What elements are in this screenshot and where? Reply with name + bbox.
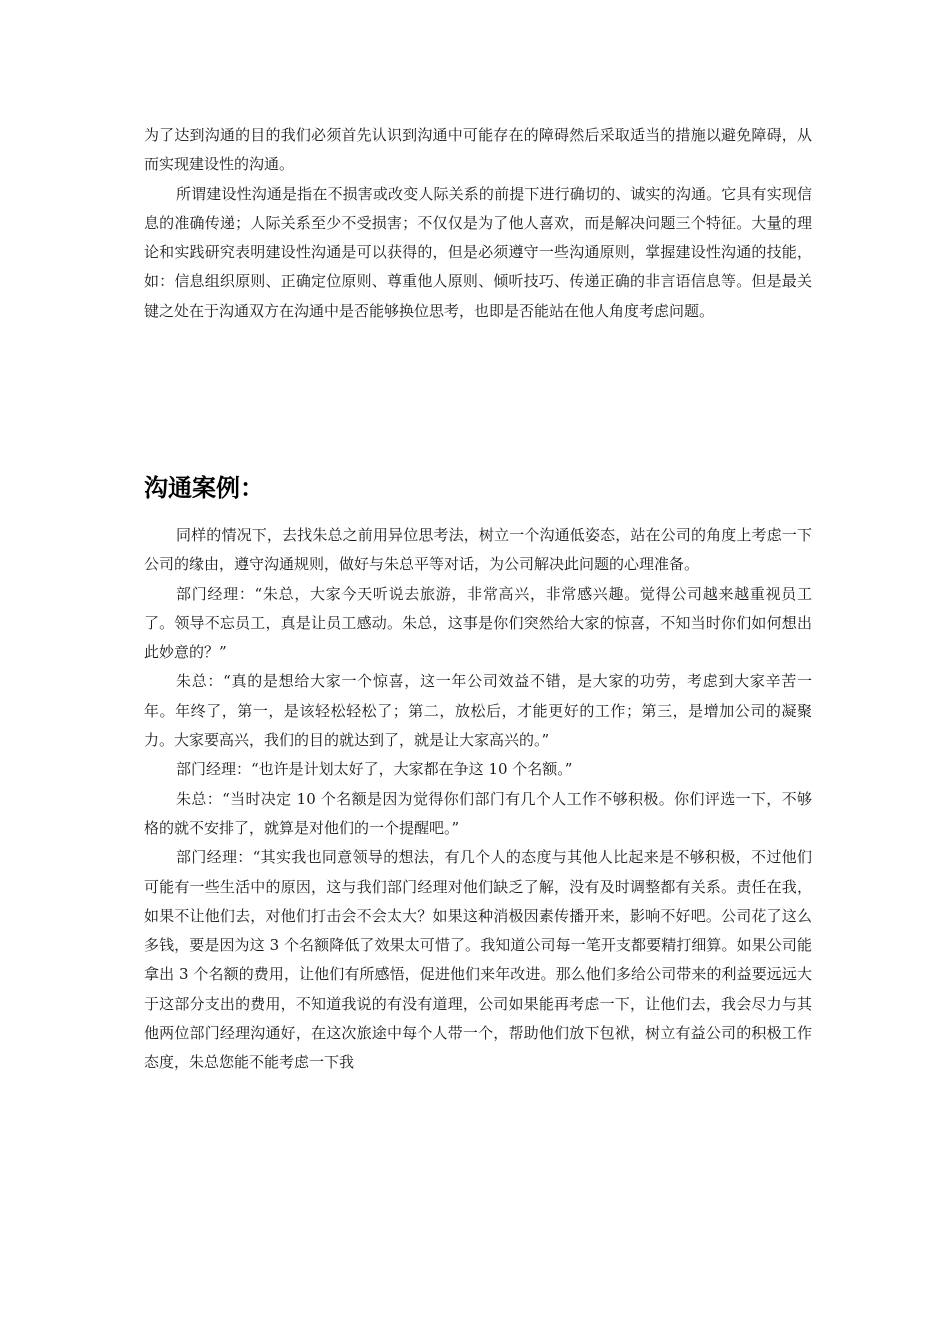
intro-section bbox=[144, 121, 812, 326]
case-body bbox=[144, 521, 812, 1078]
case-paragraph-3: 朱总：“真的是想给大家一个惊喜，这一年公司效益不错，是大家的功劳，考虑到大家辛苦一年。年终了，第一，是该轻松轻松了；第二，放松后，才能更好的工作；第三，是增加公司的凝聚力。大家要高兴，我们的目的就达到了，就是让大家高兴的。” bbox=[144, 672, 812, 750]
case-paragraph-1: 同样的情况下，去找朱总之前用异位思考法，树立一个沟通低姿态，站在公司的角度上考虑一下公司的缘由，遵守沟通规则，做好与朱总平等对话，为公司解决此问题的心理准备。 bbox=[144, 526, 812, 574]
case-paragraph-5: 朱总：“当时决定 10 个名额是因为觉得你们部门有几个人工作不够积极。你们评选一下，不够格的就不安排了，就算是对他们的一个提醒吧。” bbox=[144, 789, 812, 837]
case-paragraph-4: 部门经理：“也许是计划太好了，大家都在争这 10 个名额。” bbox=[176, 760, 573, 779]
intro-paragraph-1: 为了达到沟通的目的我们必须首先认识到沟通中可能存在的障碍然后采取适当的措施以避免障碍，从而实现建设性的沟通。 bbox=[144, 126, 812, 174]
case-paragraph-2: 部门经理：“朱总，大家今天听说去旅游，非常高兴，非常感兴趣。觉得公司越来越重视员工了。领导不忘员工，真是让员工感动。朱总，这事是你们突然给大家的惊喜，不知当时你们如何想出此妙意的？” bbox=[144, 584, 812, 662]
intro-paragraph-2: 所谓建设性沟通是指在不损害或改变人际关系的前提下进行确切的、诚实的沟通。它具有实现信息的准确传递；人际关系至少不受损害；不仅仅是为了他人喜欢，而是解决问题三个特征。大量的理论和实践研究表明建设性沟通是可以获得的，但是必须遵守一些沟通原则，掌握建设性沟通的技能，如：信息组织原则、正确定位原则、尊重他人原则、倾听技巧、传递正确的非言语信息等。但是最关键之处在于沟通双方在沟通中是否能够换位思考，也即是否能站在他人角度考虑问题。 bbox=[144, 184, 812, 320]
case-section bbox=[144, 472, 812, 504]
case-heading: 沟通案例： bbox=[144, 474, 264, 502]
case-paragraph-6: 部门经理：“其实我也同意领导的想法，有几个人的态度与其他人比起来是不够积极，不过他们可能有一些生活中的原因，这与我们部门经理对他们缺乏了解，没有及时调整都有关系。责任在我，如果不让他们去，对他们打击会不会太大？如果这种消极因素传播开来，影响不好吧。公司花了这么多钱，要是因为这 3 个名额降低了效果太可惜了。我知道公司每一笔开支都要精打细算。如果公司能拿出 3 个名额的费用，让他们有所感悟，促进他们来年改进。那么他们多给公司带来的利益要远远大于这部分支出的费用，不知道我说的有没有道理，公司如果能再考虑一下，让他们去，我会尽力与其他两位部门经理沟通好，在这次旅途中每个人带一个，帮助他们放下包袱，树立有益公司的积极工作态度，朱总您能不能考虑一下我 bbox=[144, 848, 812, 1072]
